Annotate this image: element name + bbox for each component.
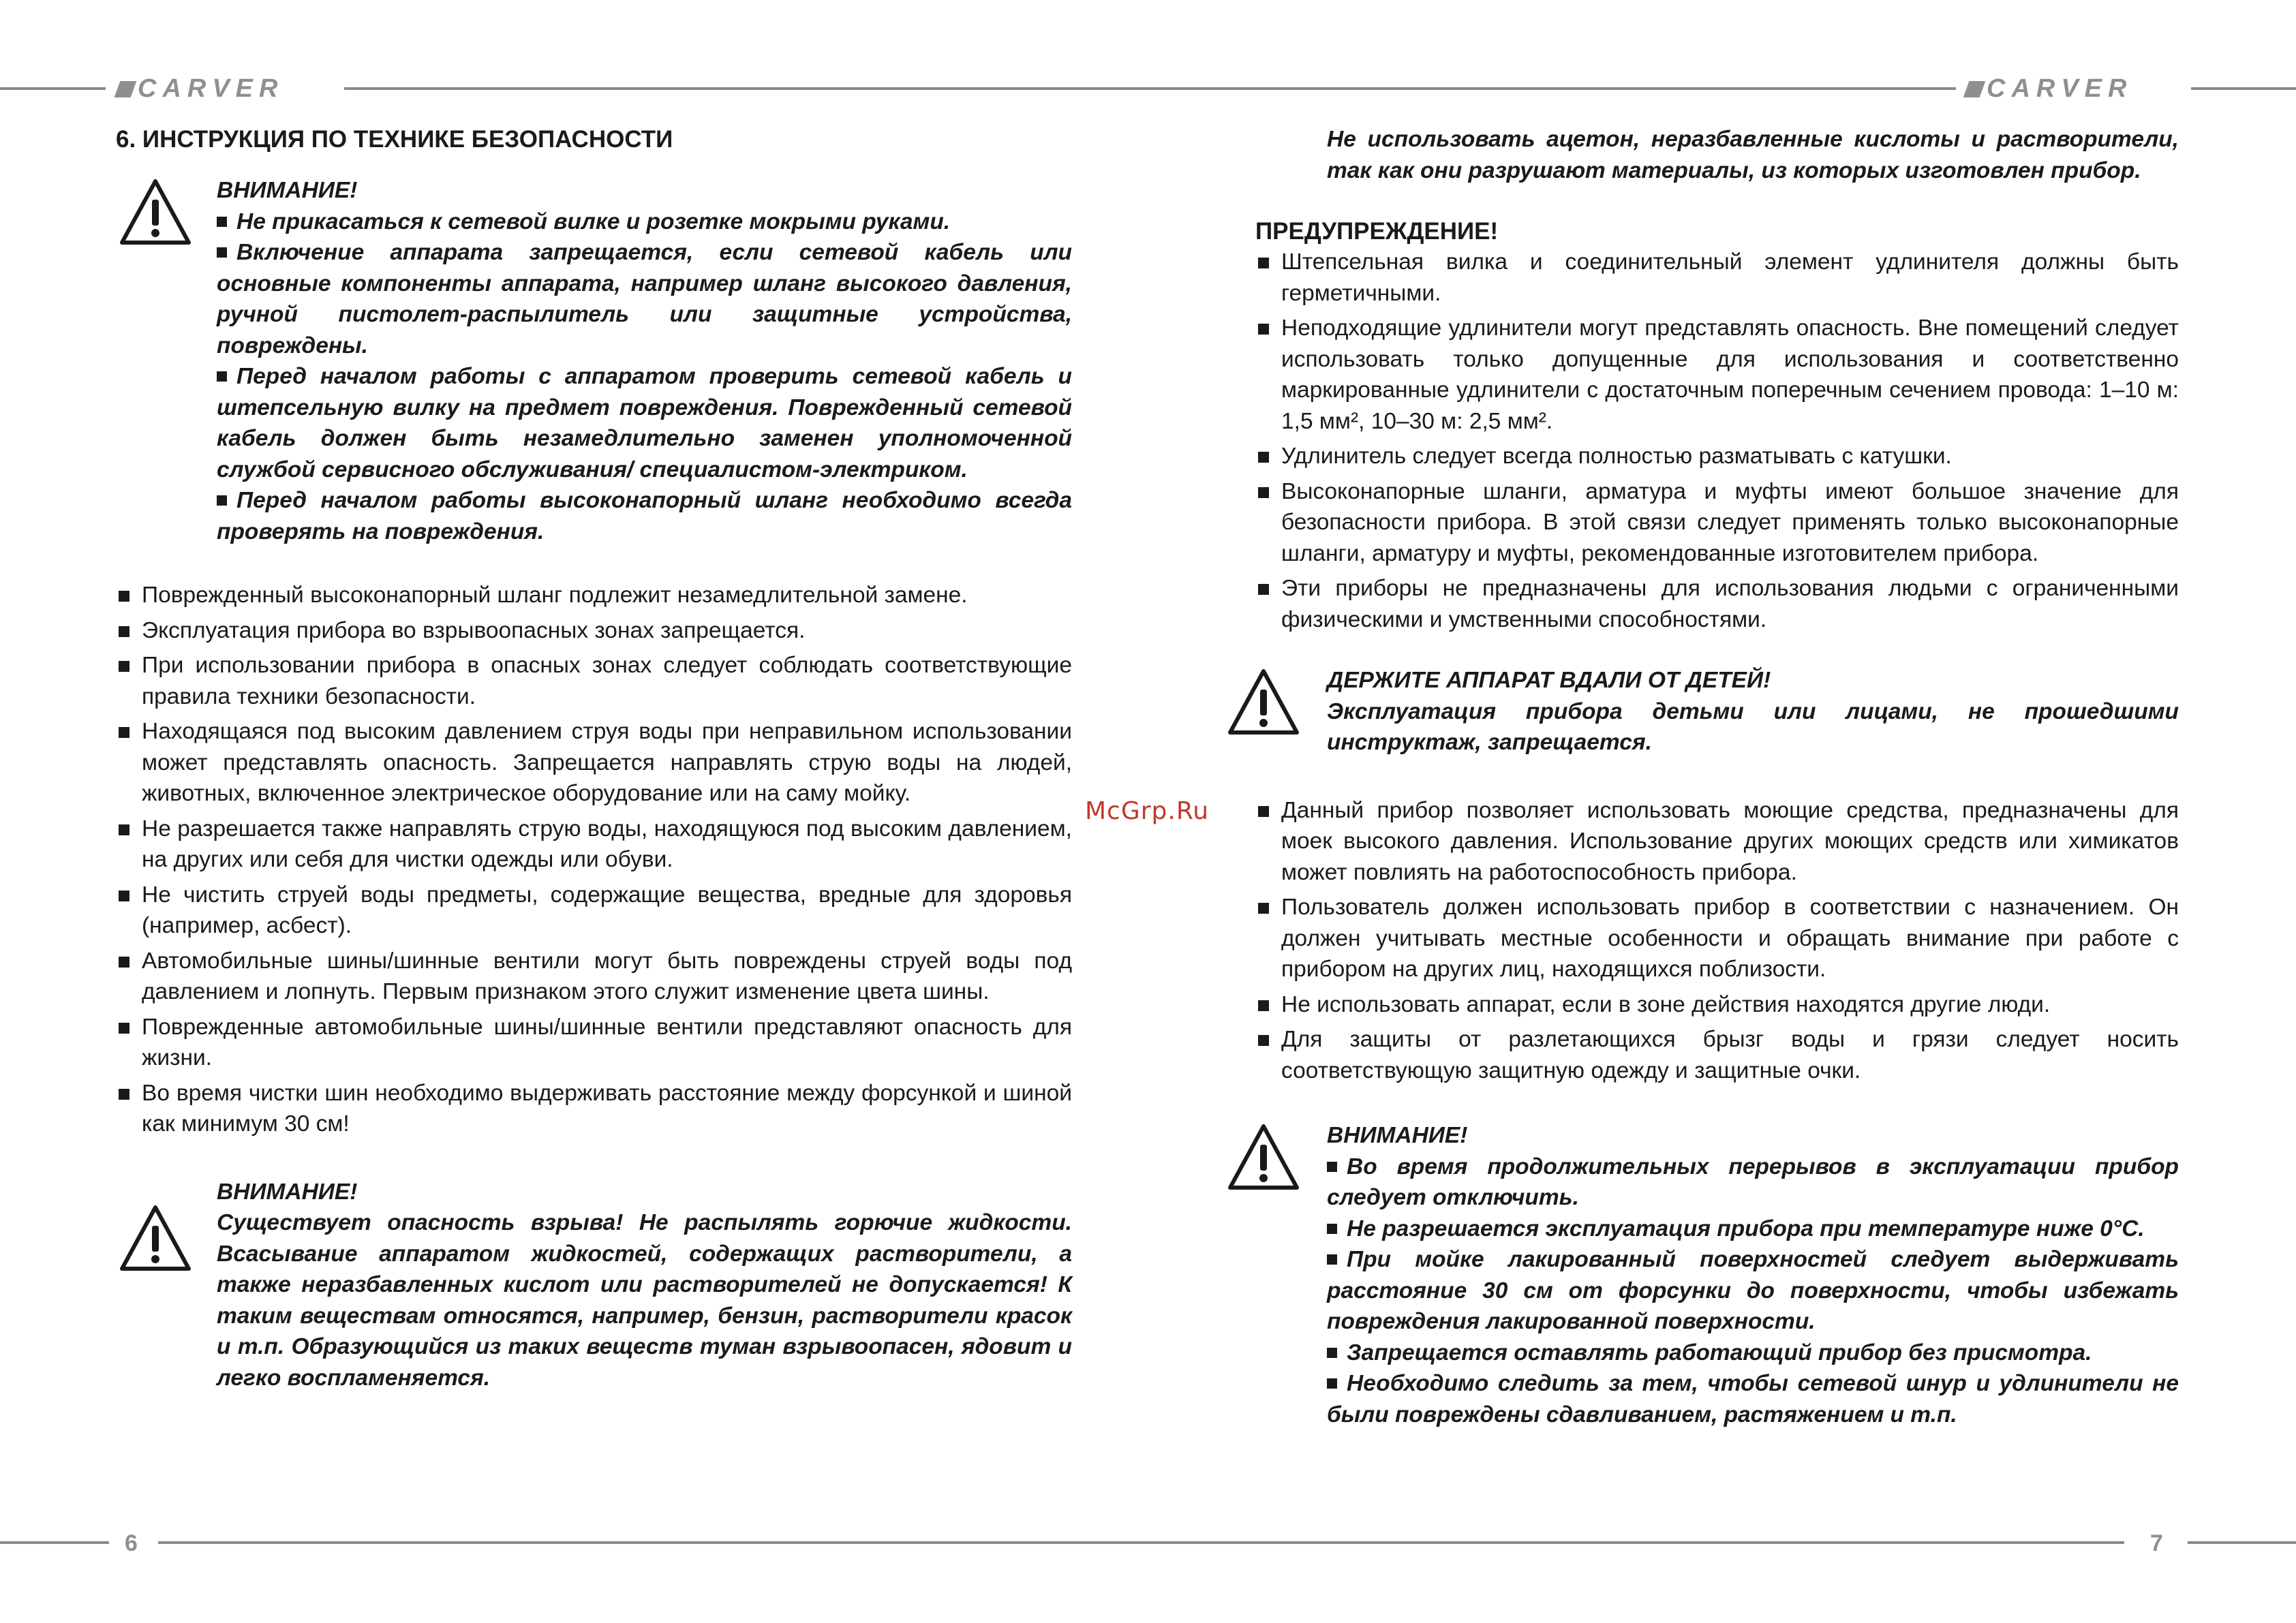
list-item: Данный прибор позволяет использовать моющие средства, предназначены для моек высокого давления. Использование других моющих средств или химикатов может повлиять на работоспособность прибора. — [1255, 795, 2179, 888]
list-item: Эксплуатация прибора во взрывоопасных зонах запрещается. — [116, 615, 1072, 647]
list-item: Для защиты от разлетающихся брызг воды и грязи следует носить соответствующую защитную одежду и защитные очки. — [1255, 1024, 2179, 1086]
intro-warning-text: Не использовать ацетон, неразбавленные кислоты и растворители, так как они разрушают материалы, из которых изготовлен прибор. — [1327, 127, 2179, 183]
list-item: Поврежденные автомобильные шины/шинные вентили представляют опасность для жизни. — [116, 1012, 1072, 1074]
warning-item: Не разрешается эксплуатация прибора при температуре ниже 0°С. — [1327, 1214, 2179, 1245]
list-item: При использовании прибора в опасных зонах следует соблюдать соответствующие правила техники безопасности. — [116, 650, 1072, 712]
brand-logo-left — [117, 76, 284, 102]
warning-heading: ВНИМАНИЕ! — [217, 1179, 358, 1205]
list-item: Находящаяся под высоким давлением струя воды при неправильном использовании может представлять опасность. Запрещается направлять струю воды на людей, животных, включенное электрическое оборудование или на саму мойку. — [116, 716, 1072, 809]
list-item: Не использовать аппарат, если в зоне действия находятся другие люди. — [1255, 989, 2179, 1021]
caution-list — [1255, 247, 2179, 635]
header-rule-left — [0, 87, 106, 90]
warning-block-1 — [116, 175, 1072, 547]
list-item: Не разрешается также направлять струю воды, находящуюся под высоким давлением, на других или себя для чистки одежды или обуви. — [116, 814, 1072, 876]
list-item: Штепсельная вилка и соединительный элемент удлинителя должны быть герметичными. — [1255, 247, 2179, 309]
page-number-left: 6 — [125, 1530, 138, 1556]
list-item: Автомобильные шины/шинные вентили могут быть повреждены струей воды под давлением и лопнуть. Первым признаком этого служит изменение цвета шины. — [116, 946, 1072, 1008]
list-item: Эти приборы не предназначены для использования людьми с ограниченными физическими и умственными способностями. — [1255, 573, 2179, 635]
footer-rule-right — [2188, 1541, 2296, 1544]
watermark: McGrp.Ru — [1085, 797, 1210, 825]
right-column — [1255, 124, 2179, 1430]
warning-item: При мойке лакированный поверхностей следует выдерживать расстояние 30 см от форсунки до поверхности, чтобы избежать повреждения лакированной поверхности. — [1327, 1247, 2179, 1334]
list-item: Поврежденный высоконапорный шланг подлежит незамедлительной замене. — [116, 580, 1072, 611]
warning-item: Перед началом работы с аппаратом проверить сетевой кабель и штепсельную вилку на предмет повреждения. Поврежденный сетевой кабель должен быть незамедлительно заменен уполномоченной службой сервисного обслуживания/ специалистом-электриком. — [217, 364, 1072, 482]
section-title: 6. ИНСТРУКЦИЯ ПО ТЕХНИКЕ БЕЗОПАСНОСТИ — [116, 126, 673, 153]
warning-block-2 — [116, 1177, 1072, 1394]
brand-mark-icon — [114, 81, 137, 97]
footer-rule-left — [0, 1541, 109, 1544]
list-item: Пользователь должен использовать прибор в соответствии с назначением. Он должен учитывать местные особенности и обращать внимание при работе с прибором на других лиц, находящихся поблизости. — [1255, 892, 2179, 985]
header-rule-center — [344, 87, 1956, 90]
children-heading: ДЕРЖИТЕ АППАРАТ ВДАЛИ ОТ ДЕТЕЙ! — [1327, 668, 1771, 693]
warning-triangle-icon — [1227, 1123, 1300, 1191]
warning-item: Перед началом работы высоконапорный шланг необходимо всегда проверять на повреждения. — [217, 488, 1072, 544]
warning-heading: ВНИМАНИЕ! — [217, 178, 358, 203]
warning-item: Необходимо следить за тем, чтобы сетевой шнур и удлинители не были повреждены сдавливанием, растяжением и т.п. — [1327, 1371, 2179, 1427]
footer-rule-center — [158, 1541, 2124, 1544]
warning-item: Во время продолжительных перерывов в эксплуатации прибор следует отключить. — [1327, 1154, 2179, 1210]
usage-bullet-list — [1255, 795, 2179, 1087]
warning-item: Включение аппарата запрещается, если сетевой кабель или основные компоненты аппарата, например шланг высокого давления, ручной пистолет-распылитель или защитные устройства, повреждены. — [217, 240, 1072, 358]
warning-triangle-icon — [119, 1204, 192, 1272]
warning-text: Существует опасность взрыва! Не распылять горючие жидкости. Всасывание аппаратом жидкостей, содержащих растворители, а также неразбавленных кислот или растворителей не допускается! К таким веществам относятся, например, бензин, растворители красок и т.п. Образующийся из таких веществ туман взрывоопасен, ядовит и легко воспламеняется. — [217, 1210, 1072, 1391]
safety-bullet-list — [116, 580, 1072, 1140]
page-number-right: 7 — [2150, 1530, 2163, 1556]
list-item: Не чистить струей воды предметы, содержащие вещества, вредные для здоровья (например, асбест). — [116, 880, 1072, 942]
brand-name: CARVER — [138, 74, 284, 103]
children-text: Эксплуатация прибора детьми или лицами, не прошедшими инструктаж, запрещается. — [1327, 698, 2179, 755]
children-warning-block — [1255, 665, 2179, 758]
warning-item: Запрещается оставлять работающий прибор без присмотра. — [1327, 1338, 2179, 1369]
warning-triangle-icon — [119, 178, 192, 246]
left-column — [116, 124, 1072, 1393]
warning-heading: ВНИМАНИЕ! — [1327, 1123, 1468, 1148]
header-rule-right — [2191, 87, 2296, 90]
warning-block-3 — [1255, 1120, 2179, 1430]
list-item: Высоконапорные шланги, арматура и муфты имеют большое значение для безопасности прибора. В этой связи следует применять только высоконапорные шланги, арматуру и муфты, рекомендованные изготовителем прибора. — [1255, 476, 2179, 570]
list-item: Удлинитель следует всегда полностью разматывать с катушки. — [1255, 441, 2179, 472]
brand-name: CARVER — [1987, 74, 2133, 103]
list-item: Во время чистки шин необходимо выдерживать расстояние между форсункой и шиной как минимум 30 см! — [116, 1078, 1072, 1140]
warning-item: Не прикасаться к сетевой вилке и розетке мокрыми руками. — [217, 206, 1072, 238]
brand-mark-icon — [1963, 81, 1986, 97]
caution-heading: ПРЕДУПРЕЖДЕНИЕ! — [1255, 218, 1499, 245]
brand-logo-right — [1966, 76, 2132, 102]
warning-triangle-icon — [1227, 668, 1300, 736]
list-item: Неподходящие удлинители могут представлять опасность. Вне помещений следует использовать только допущенные для использования и соответственно маркированные удлинители с достаточным поперечным сечением провода: 1–10 м: 1,5 мм², 10–30 м: 2,5 мм². — [1255, 313, 2179, 437]
